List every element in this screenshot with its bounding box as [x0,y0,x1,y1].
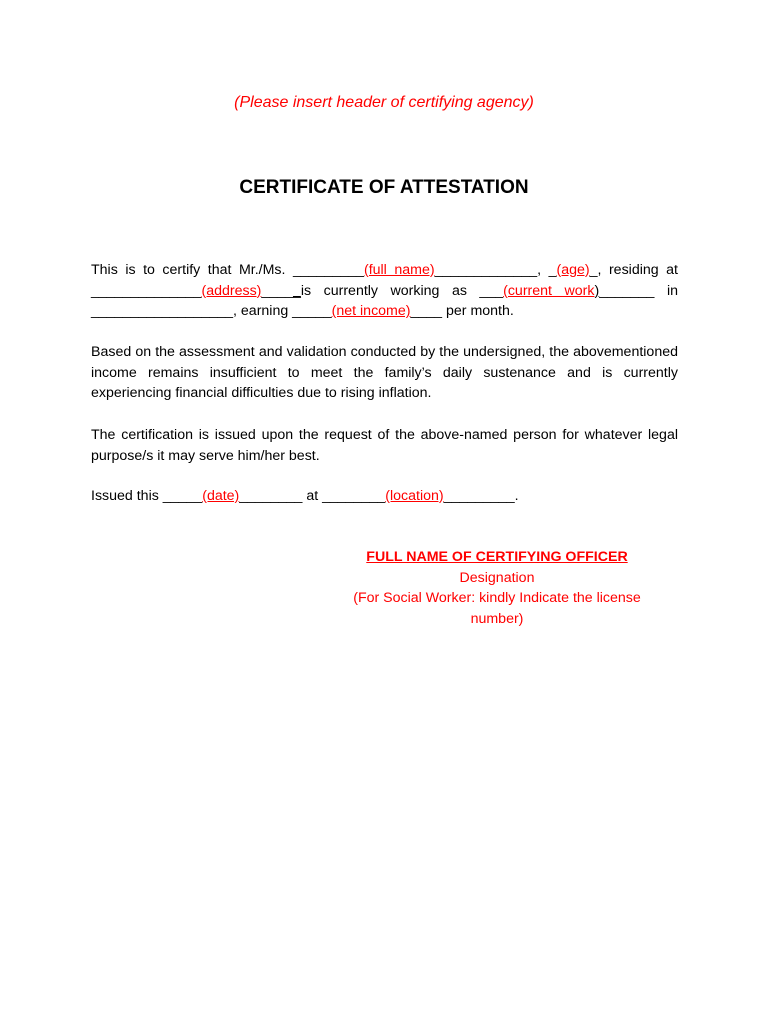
text-segment: _ [292,282,301,299]
certifying-officer-name: FULL NAME OF CERTIFYING OFFICER [366,549,628,565]
text-segment: ____ per month. [410,303,514,320]
text-segment: ____ [261,282,293,299]
text-segment: _____________, [434,262,549,278]
current-work-placeholder: (current work [503,282,595,299]
text-segment: ) [594,282,600,299]
text-segment: , residing at ______________ [91,262,678,299]
document-title: CERTIFICATE OF ATTESTATION [239,177,529,198]
full-name-placeholder: (full name) [363,262,435,278]
text-segment: _______ in __________________, earning _____ [91,282,678,320]
address-placeholder: (address) [201,282,262,299]
text-segment: _________. [443,488,519,504]
purpose-paragraph: The certification is issued upon the request of the above-named person for whatever legal purpose/s it may serve him/her best. [91,427,678,464]
assessment-paragraph: Based on the assessment and validation conducted by the undersigned, the abovementioned income remains insufficient to meet the family’s daily sustenance and is currently experiencing financial difficulties due to rising inflation. [91,344,678,402]
text-segment: _ [589,262,598,278]
text-segment: Issued this _____ [91,488,203,504]
officer-designation: Designation [459,569,535,586]
net-income-placeholder: (net income) [331,303,411,320]
location-placeholder: (location) [385,488,444,504]
text-segment: ________ at ________ [239,488,386,504]
date-placeholder: (date) [202,488,240,504]
certification-paragraph [91,260,678,322]
license-note: (For Social Worker: kindly Indicate the license number) [353,590,641,627]
signature-block [332,547,662,629]
agency-header-placeholder: (Please insert header of certifying agency) [234,94,534,111]
text-segment: This is to certify that Mr./Ms. _________ [91,262,364,278]
issued-line [91,486,678,507]
age-placeholder: (age) [556,262,590,278]
text-segment: _ [548,262,557,278]
text-segment: is currently working as ___ [300,282,504,299]
